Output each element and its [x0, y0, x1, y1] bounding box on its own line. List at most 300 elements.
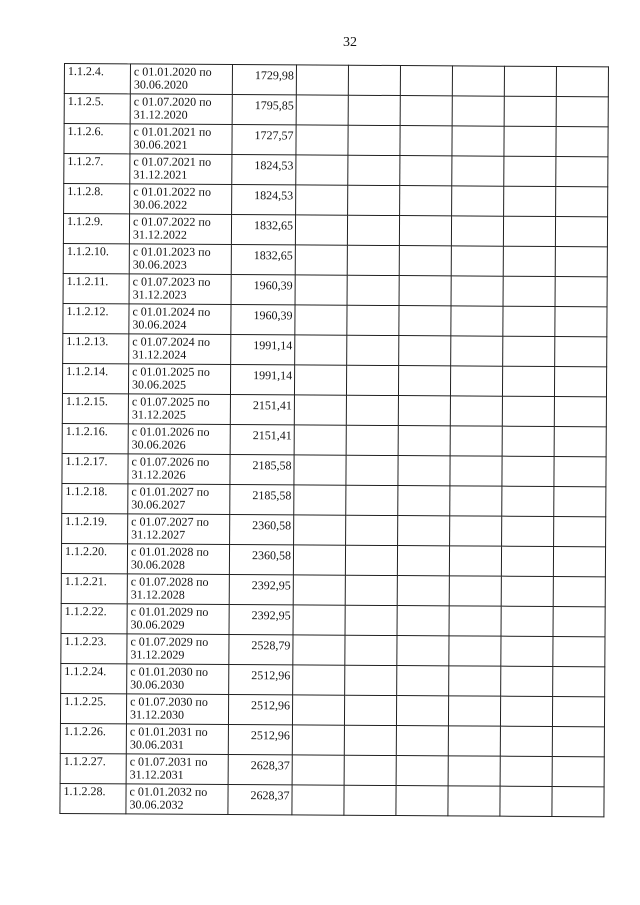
period-start-text: с 01.07.2022 по: [132, 214, 211, 229]
empty-cell: [555, 337, 607, 367]
empty-cell: [452, 96, 504, 126]
period-cell: [127, 604, 229, 635]
value-cell: [230, 425, 294, 455]
empty-cell: [555, 247, 607, 277]
empty-cell: [292, 725, 344, 755]
empty-cell: [552, 696, 604, 726]
empty-cell: [449, 636, 501, 666]
empty-cell: [292, 755, 344, 785]
empty-cell: [293, 605, 345, 635]
empty-cell: [448, 726, 500, 756]
period-end-text: 30.06.2025: [131, 377, 187, 392]
period-end-text: 31.12.2030: [129, 707, 185, 722]
value-cell: [232, 125, 296, 155]
value-text: 1727,57: [254, 128, 294, 143]
empty-cell: [552, 786, 604, 816]
period-start-text: с 01.07.2026 по: [131, 454, 210, 469]
empty-cell: [346, 455, 398, 485]
empty-cell: [452, 156, 504, 186]
empty-cell: [449, 546, 501, 576]
empty-cell: [554, 517, 606, 547]
period-cell: [126, 754, 228, 785]
value-cell: [228, 695, 292, 725]
period-end-text: 31.12.2026: [131, 467, 186, 482]
empty-cell: [293, 635, 345, 665]
empty-cell: [296, 65, 348, 95]
empty-cell: [553, 546, 605, 576]
empty-cell: [502, 456, 554, 486]
row-number-cell: 1.1.2.26.: [60, 723, 126, 753]
empty-cell: [295, 335, 347, 365]
period-end-text: 30.06.2026: [131, 437, 186, 452]
empty-cell: [295, 305, 347, 335]
empty-cell: [345, 605, 397, 635]
period-start-text: с 01.01.2021 по: [133, 124, 212, 139]
value-cell: [229, 605, 293, 635]
empty-cell: [552, 756, 604, 786]
row-number-cell: 1.1.2.11.: [63, 273, 129, 303]
empty-cell: [398, 396, 450, 426]
empty-cell: [450, 516, 502, 546]
empty-cell: [554, 397, 606, 427]
period-start-text: с 01.01.2027 по: [131, 484, 210, 499]
empty-cell: [347, 245, 399, 275]
period-end-text: 30.06.2032: [129, 797, 184, 812]
row-number-cell: 1.1.2.24.: [61, 663, 127, 693]
row-number-cell: 1.1.2.16.: [62, 423, 128, 453]
value-text: 2628,37: [250, 788, 290, 803]
value-text: 2360,58: [252, 518, 292, 533]
value-cell: [232, 95, 296, 125]
value-cell: [232, 155, 296, 185]
table-row: [62, 363, 606, 396]
table-row: [64, 154, 608, 187]
period-end-text: 30.06.2020: [133, 77, 188, 92]
empty-cell: [344, 785, 396, 815]
period-end-text: 30.06.2023: [132, 257, 187, 272]
period-end-text: 31.12.2027: [131, 527, 186, 542]
value-text: 1824,53: [254, 158, 294, 173]
empty-cell: [293, 665, 345, 695]
empty-cell: [345, 665, 397, 695]
period-cell: [129, 304, 231, 335]
empty-cell: [399, 216, 451, 246]
period-start-text: с 01.01.2025 по: [132, 364, 210, 379]
empty-cell: [450, 486, 502, 516]
period-end-text: 30.06.2029: [130, 617, 185, 632]
table-row: [63, 214, 607, 247]
value-cell: [229, 545, 293, 575]
period-cell: [130, 184, 232, 215]
empty-cell: [452, 186, 504, 216]
value-text: 1729,98: [254, 68, 294, 83]
empty-cell: [294, 425, 346, 455]
period-cell: [128, 484, 230, 515]
value-text: 2392,95: [251, 608, 291, 623]
empty-cell: [294, 395, 346, 425]
value-text: 1795,85: [254, 98, 294, 113]
empty-cell: [501, 576, 553, 606]
table-row: [61, 663, 605, 696]
empty-cell: [398, 366, 450, 396]
empty-cell: [400, 156, 452, 186]
row-number-cell: 1.1.2.25.: [60, 693, 126, 723]
empty-cell: [504, 156, 556, 186]
empty-cell: [296, 155, 348, 185]
empty-cell: [504, 66, 556, 96]
empty-cell: [296, 185, 348, 215]
period-cell: [130, 94, 232, 125]
period-end-text: 30.06.2022: [133, 197, 188, 212]
value-text: 1824,53: [254, 188, 294, 203]
empty-cell: [552, 726, 604, 756]
period-cell: [128, 394, 230, 425]
row-number-cell: 1.1.2.6.: [64, 124, 130, 154]
table-row: [61, 543, 605, 576]
empty-cell: [396, 726, 448, 756]
empty-cell: [451, 336, 503, 366]
value-cell: [232, 185, 296, 215]
empty-cell: [501, 606, 553, 636]
empty-cell: [450, 396, 502, 426]
period-end-text: 30.06.2030: [130, 677, 185, 692]
empty-cell: [450, 456, 502, 486]
row-number-cell: 1.1.2.22.: [61, 603, 127, 633]
period-start-text: с 01.07.2025 по: [131, 394, 210, 409]
empty-cell: [347, 215, 399, 245]
period-start-text: с 01.01.2030 по: [130, 664, 209, 679]
value-cell: [229, 665, 293, 695]
period-cell: [128, 364, 230, 395]
empty-cell: [292, 785, 344, 815]
empty-cell: [553, 636, 605, 666]
empty-cell: [399, 276, 451, 306]
period-cell: [127, 634, 229, 665]
empty-cell: [296, 95, 348, 125]
period-start-text: с 01.07.2021 по: [133, 154, 212, 169]
value-text: 1832,65: [253, 218, 294, 233]
empty-cell: [398, 426, 450, 456]
empty-cell: [294, 365, 346, 395]
row-number-cell: 1.1.2.21.: [61, 573, 127, 603]
empty-cell: [293, 545, 345, 575]
value-cell: [230, 485, 294, 515]
empty-cell: [345, 575, 397, 605]
value-text: 2392,95: [251, 578, 291, 593]
empty-cell: [503, 276, 555, 306]
table-row: [64, 94, 608, 127]
period-start-text: с 01.01.2022 по: [133, 184, 212, 199]
empty-cell: [500, 756, 552, 786]
period-cell: [128, 424, 230, 455]
empty-cell: [554, 427, 606, 457]
period-cell: [127, 574, 229, 605]
empty-cell: [400, 66, 452, 96]
period-start-text: с 01.01.2031 по: [129, 724, 208, 739]
empty-cell: [396, 786, 448, 816]
row-number-cell: 1.1.2.18.: [62, 483, 128, 513]
empty-cell: [346, 395, 398, 425]
value-cell: [230, 515, 294, 545]
empty-cell: [399, 306, 451, 336]
empty-cell: [346, 515, 398, 545]
empty-cell: [553, 606, 605, 636]
period-cell: [128, 514, 230, 545]
row-number-cell: 1.1.2.10.: [63, 243, 129, 273]
empty-cell: [399, 246, 451, 276]
value-cell: [231, 275, 295, 305]
table-row: [61, 633, 605, 666]
period-cell: [127, 544, 229, 575]
empty-cell: [556, 187, 608, 217]
period-cell: [130, 124, 232, 155]
value-text: 1960,39: [253, 278, 293, 293]
rates-table-body: [60, 64, 609, 817]
period-start-text: с 01.01.2023 по: [132, 244, 211, 259]
period-end-text: 31.12.2022: [132, 227, 187, 242]
empty-cell: [449, 576, 501, 606]
row-number-cell: 1.1.2.27.: [60, 753, 126, 783]
table-row: [64, 124, 608, 157]
empty-cell: [448, 696, 500, 726]
empty-cell: [398, 456, 450, 486]
period-cell: [130, 64, 232, 95]
period-start-text: с 01.07.2030 по: [130, 694, 208, 709]
empty-cell: [556, 127, 608, 157]
period-end-text: 30.06.2031: [129, 737, 184, 752]
period-start-text: с 01.01.2020 по: [133, 64, 212, 79]
empty-cell: [451, 306, 503, 336]
value-text: 2185,58: [252, 458, 292, 473]
period-cell: [126, 694, 228, 725]
period-end-text: 31.12.2031: [129, 767, 184, 782]
empty-cell: [503, 336, 555, 366]
empty-cell: [556, 97, 608, 127]
period-cell: [129, 334, 231, 365]
empty-cell: [348, 125, 400, 155]
value-cell: [231, 335, 295, 365]
empty-cell: [292, 695, 344, 725]
row-number-cell: 1.1.2.23.: [61, 633, 127, 663]
empty-cell: [400, 186, 452, 216]
row-number-cell: 1.1.2.17.: [62, 453, 128, 483]
empty-cell: [397, 546, 449, 576]
value-text: 2151,41: [252, 398, 292, 413]
empty-cell: [348, 185, 400, 215]
empty-cell: [397, 606, 449, 636]
value-text: 2360,58: [251, 548, 292, 563]
table-row: [62, 453, 606, 486]
empty-cell: [554, 457, 606, 487]
empty-cell: [503, 246, 555, 276]
empty-cell: [347, 305, 399, 335]
table-row: [62, 513, 606, 546]
empty-cell: [556, 157, 608, 187]
empty-cell: [553, 666, 605, 696]
empty-cell: [501, 636, 553, 666]
empty-cell: [396, 756, 448, 786]
empty-cell: [502, 366, 554, 396]
period-end-text: 31.12.2024: [132, 347, 187, 362]
row-number-cell: 1.1.2.5.: [64, 94, 130, 124]
period-end-text: 31.12.2029: [130, 647, 185, 662]
row-number-cell: 1.1.2.13.: [63, 333, 129, 363]
period-end-text: 31.12.2025: [131, 407, 186, 422]
empty-cell: [504, 126, 556, 156]
empty-cell: [345, 635, 397, 665]
empty-cell: [556, 67, 608, 97]
row-number-cell: 1.1.2.28.: [60, 783, 126, 813]
value-text: 1991,14: [253, 368, 293, 383]
value-text: 2512,96: [250, 728, 290, 743]
period-end-text: 31.12.2020: [133, 107, 188, 122]
empty-cell: [346, 485, 398, 515]
period-start-text: с 01.01.2024 по: [132, 304, 211, 319]
empty-cell: [450, 426, 502, 456]
period-end-text: 30.06.2024: [132, 317, 187, 332]
period-start-text: с 01.07.2027 по: [131, 514, 209, 529]
empty-cell: [348, 155, 400, 185]
page-number: 32: [343, 35, 357, 50]
empty-cell: [294, 485, 346, 515]
empty-cell: [504, 96, 556, 126]
empty-cell: [451, 246, 503, 276]
empty-cell: [294, 515, 346, 545]
value-text: 2185,58: [252, 488, 292, 503]
period-cell: [129, 274, 231, 305]
empty-cell: [295, 245, 347, 275]
period-cell: [126, 784, 228, 815]
empty-cell: [345, 545, 397, 575]
table-row: [60, 753, 604, 786]
value-cell: [231, 305, 295, 335]
empty-cell: [397, 666, 449, 696]
value-cell: [228, 725, 292, 755]
empty-cell: [296, 125, 348, 155]
period-start-text: с 01.07.2031 по: [129, 754, 208, 769]
empty-cell: [450, 366, 502, 396]
period-end-text: 30.06.2027: [131, 497, 186, 512]
period-start-text: с 01.07.2023 по: [132, 274, 211, 289]
empty-cell: [448, 756, 500, 786]
row-number-cell: 1.1.2.15.: [62, 393, 128, 423]
table-row: [64, 184, 608, 217]
empty-cell: [503, 306, 555, 336]
table-row: [62, 423, 606, 456]
empty-cell: [502, 516, 554, 546]
rates-table-container: [59, 63, 582, 817]
row-number-cell: 1.1.2.8.: [64, 184, 130, 214]
period-start-text: с 01.07.2029 по: [130, 634, 209, 649]
table-row: [64, 64, 608, 97]
table-row: [63, 243, 607, 276]
value-cell: [229, 575, 293, 605]
period-start-text: с 01.01.2028 по: [130, 544, 209, 559]
row-number-cell: 1.1.2.20.: [61, 543, 127, 573]
period-end-text: 31.12.2023: [132, 287, 187, 302]
empty-cell: [502, 486, 554, 516]
empty-cell: [396, 696, 448, 726]
empty-cell: [400, 126, 452, 156]
empty-cell: [399, 336, 451, 366]
value-text: 2528,79: [251, 638, 291, 653]
table-row: [60, 693, 604, 726]
empty-cell: [346, 365, 398, 395]
period-start-text: с 01.01.2026 по: [131, 424, 210, 439]
value-text: 1832,65: [253, 248, 293, 263]
empty-cell: [452, 66, 504, 96]
empty-cell: [502, 426, 554, 456]
empty-cell: [501, 546, 553, 576]
period-start-text: с 01.07.2020 по: [133, 94, 212, 109]
empty-cell: [295, 215, 347, 245]
table-row: [60, 723, 604, 756]
value-cell: [231, 245, 295, 275]
empty-cell: [500, 726, 552, 756]
empty-cell: [553, 576, 605, 606]
value-text: 1991,14: [253, 338, 293, 353]
period-end-text: 31.12.2028: [130, 587, 185, 602]
empty-cell: [400, 96, 452, 126]
empty-cell: [398, 486, 450, 516]
value-text: 2151,41: [252, 428, 292, 443]
value-text: 2512,96: [251, 698, 291, 713]
period-cell: [126, 724, 228, 755]
period-cell: [127, 664, 229, 695]
empty-cell: [348, 95, 400, 125]
period-start-text: с 01.01.2032 по: [129, 784, 208, 799]
empty-cell: [554, 367, 606, 397]
table-row: [62, 393, 606, 426]
empty-cell: [397, 576, 449, 606]
period-end-text: 30.06.2021: [133, 137, 188, 152]
period-start-text: с 01.01.2029 по: [130, 604, 209, 619]
period-start-text: с 01.07.2028 по: [130, 574, 209, 589]
empty-cell: [344, 695, 396, 725]
empty-cell: [449, 666, 501, 696]
row-number-cell: 1.1.2.12.: [63, 303, 129, 333]
empty-cell: [503, 216, 555, 246]
empty-cell: [294, 455, 346, 485]
empty-cell: [295, 275, 347, 305]
table-row: [63, 273, 607, 306]
row-number-cell: 1.1.2.4.: [64, 64, 130, 94]
empty-cell: [555, 217, 607, 247]
row-number-cell: 1.1.2.9.: [63, 214, 129, 244]
value-cell: [228, 755, 292, 785]
empty-cell: [554, 487, 606, 517]
empty-cell: [451, 276, 503, 306]
empty-cell: [500, 696, 552, 726]
period-cell: [129, 214, 231, 245]
empty-cell: [348, 65, 400, 95]
empty-cell: [346, 425, 398, 455]
empty-cell: [293, 575, 345, 605]
table-row: [62, 483, 606, 516]
value-text: 1960,39: [253, 308, 293, 323]
empty-cell: [555, 277, 607, 307]
value-cell: [229, 635, 293, 665]
empty-cell: [504, 186, 556, 216]
empty-cell: [398, 516, 450, 546]
value-cell: [230, 455, 294, 485]
table-row: [63, 303, 607, 336]
empty-cell: [500, 786, 552, 816]
value-text: 2512,96: [251, 668, 291, 683]
period-cell: [129, 244, 231, 275]
table-row: [60, 783, 604, 816]
empty-cell: [347, 275, 399, 305]
